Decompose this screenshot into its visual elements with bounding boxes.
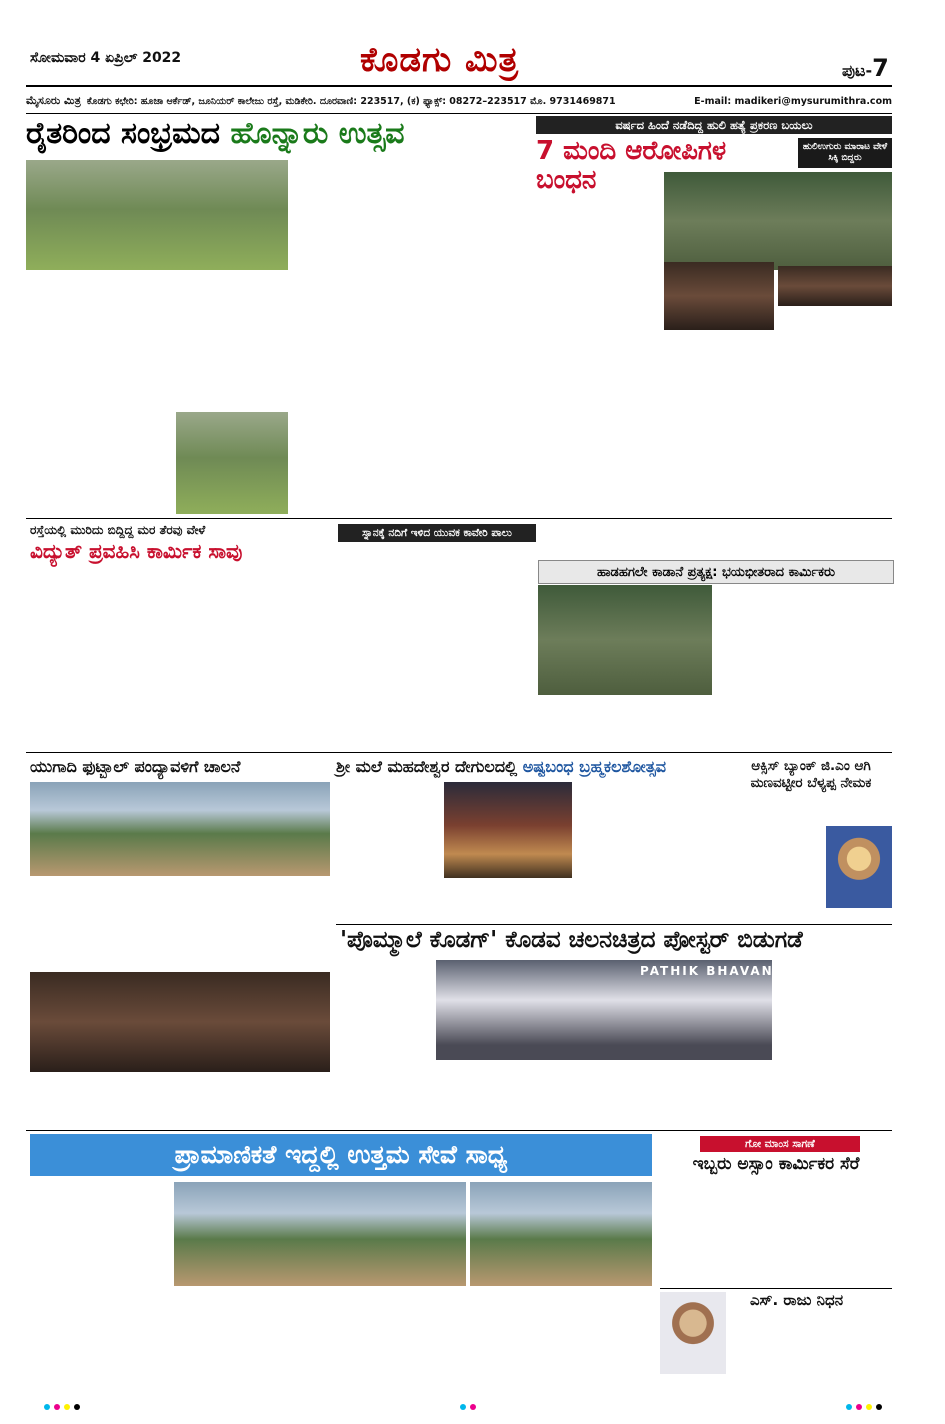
- police-parade-photo-1: [174, 1182, 466, 1286]
- bank-gm-photo: [826, 826, 892, 908]
- arrest-kicker: ವರ್ಷದ ಹಿಂದೆ ನಡೆದಿದ್ದ ಹುಲಿ ಹತ್ಯೆ ಪ್ರಕರಣ ಬಯಲು: [536, 116, 892, 134]
- football-photo: [30, 782, 330, 876]
- huttari-headline: ರೈತರಿಂದ ಸಂಭ್ರಮದ ಹೊನ್ನಾರು ಉತ್ಸವ: [26, 116, 405, 151]
- tree-fall-headline: ವಿದ್ಯುತ್ ಪ್ರವಹಿಸಿ ಕಾರ್ಮಿಕ ಸಾವು: [30, 539, 243, 563]
- huttari-photo: [26, 160, 288, 270]
- elephant-headline: ಹಾಡಹಗಲೇ ಕಾಡಾನೆ ಪ್ರತ್ಯಕ್ಷ: ಭಯಭೀತರಾದ ಕಾರ್ಮಿಕರು: [538, 560, 894, 584]
- reg-mark-magenta-3: [856, 1404, 862, 1410]
- obit-rule: [660, 1288, 892, 1289]
- honesty-text-col-1: [30, 1182, 170, 1382]
- temple-text-col-1: [336, 782, 440, 922]
- reg-mark-cyan-2: [460, 1404, 466, 1410]
- arrest-headline: 7 ಮಂದಿ ಆರೋಪಿಗಳ ಬಂಧನ: [536, 136, 727, 195]
- header-rule: [26, 85, 892, 87]
- honesty-text-col-3: [322, 1290, 466, 1382]
- page-number: ಪುಟ-7: [842, 54, 889, 82]
- reg-mark-magenta: [54, 1404, 60, 1410]
- football-text: [30, 880, 330, 966]
- ugadi-caption: [30, 1076, 330, 1126]
- info-brand: ಮೈಸೂರು ಮಿತ್ರ: [26, 94, 81, 107]
- masthead-title: ಕೊಡಗು ಮಿತ್ರ: [360, 40, 520, 80]
- drowning-text: [338, 548, 534, 748]
- obit-photo: [660, 1292, 726, 1374]
- elephant-text: [716, 585, 892, 745]
- issue-date: ಸೋಮವಾರ 4 ಏಪ್ರಿಲ್ 2022: [30, 50, 182, 66]
- beef-text-col-2: [776, 1180, 892, 1286]
- poster-text-bottom: [436, 1064, 772, 1126]
- ugadi-festival-photo: [30, 972, 330, 1072]
- honesty-text-col-2: [174, 1290, 318, 1382]
- reg-mark-black-3: [876, 1404, 882, 1410]
- obit-text: [730, 1314, 892, 1384]
- elephant-photo: [538, 585, 712, 695]
- huttari-text-col-3: [292, 160, 408, 516]
- huttari-crowd-photo: [176, 412, 288, 514]
- bank-headline: ಆಕ್ಸಿಸ್ ಬ್ಯಾಂಕ್ ಜಿ.ಎಂ ಆಗಿ ಮಣವಟ್ಟೀರ ಬೆಳ್ಯಪ್ಪ ನೇಮಕ: [750, 758, 872, 791]
- tree-fall-text-col-1: [30, 570, 178, 750]
- tiger-claws-photo: [664, 262, 774, 330]
- honesty-text-col-4: [470, 1290, 652, 1382]
- beef-text-col-1: [660, 1180, 772, 1286]
- reg-mark-magenta-2: [470, 1404, 476, 1410]
- reg-mark-yellow: [64, 1404, 70, 1410]
- row-rule-4: [26, 1130, 892, 1131]
- arrest-group-photo: [664, 172, 892, 270]
- tree-fall-kicker: ರಸ್ತೆಯಲ್ಲಿ ಮುರಿದು ಬಿದ್ದಿದ್ದ ಮರ ತೆರವು ವೇಳೆ: [30, 523, 206, 537]
- honesty-headline: ಪ್ರಾಮಾಣಿಕತೆ ಇದ್ದಲ್ಲಿ ಉತ್ತಮ ಸೇವೆ ಸಾಧ್ಯ: [30, 1134, 652, 1176]
- tiger-parts-photo: [778, 266, 892, 306]
- temple-text-col-2: [576, 782, 720, 922]
- football-headline: ಯುಗಾದಿ ಫುಟ್ಬಾಲ್ ಪಂದ್ಯಾವಳಿಗೆ ಚಾಲನೆ: [30, 757, 241, 776]
- poster-text-col-2: [776, 958, 892, 1126]
- drowning-headline: ಸ್ನಾನಕ್ಕೆ ನದಿಗೆ ಇಳಿದ ಯುವಕ ಕಾವೇರಿ ಪಾಲು: [338, 524, 536, 542]
- bank-text: [730, 826, 822, 922]
- temple-photo: [444, 782, 572, 878]
- arrest-side-label: ಹುಲಿಉಗುರು ಮಾರಾಟ ವೇಳೆ ಸಿಕ್ಕಿ ಬಿದ್ದರು: [798, 138, 892, 168]
- row-rule-1: [26, 518, 892, 519]
- reg-mark-black: [74, 1404, 80, 1410]
- poster-headline: 'ಪೊಮ್ಮಾಲೆ ಕೊಡಗ್' ಕೊಡವ ಚಲನಚಿತ್ರದ ಪೋಸ್ಟರ್ ಬಿಡುಗಡೆ: [340, 927, 803, 953]
- elephant-text-2: [538, 700, 712, 746]
- reg-mark-cyan-3: [846, 1404, 852, 1410]
- info-email: E-mail: madikeri@mysurumithra.com: [694, 95, 892, 107]
- info-address: ಕೊಡಗು ಕಛೇರಿ: ಹೂಜಾ ಆರ್ಕೆಡ್, ಜೂನಿಯರ್ ಕಾಲೇಜು ರಸ್ತೆ, ಮಡಿಕೇರಿ. ದೂರವಾಣಿ: 223517, (ಕ) ಫ್ಯಾಕ್ಸ್: 08272–223517 ಮೊ. 9731469871: [86, 95, 616, 107]
- police-parade-photo-2: [470, 1182, 652, 1286]
- huttari-text-col-4: [412, 160, 532, 516]
- poster-banner-text: PATHIK BHAVAN: [640, 964, 774, 978]
- reg-mark-yellow-3: [866, 1404, 872, 1410]
- tree-fall-text-col-2: [182, 570, 332, 750]
- reg-mark-cyan: [44, 1404, 50, 1410]
- arrest-text-col-1: [536, 172, 660, 512]
- row-rule-2: [26, 752, 892, 753]
- contact-info-bar: [26, 91, 892, 111]
- beef-headline: ಇಬ್ಬರು ಅಸ್ಸಾಂ ಕಾರ್ಮಿಕರ ಸೆರೆ: [692, 1154, 860, 1174]
- arrest-text-col-3: [778, 310, 892, 510]
- obit-headline: ಎಸ್. ರಾಜು ನಿಧನ: [750, 1291, 844, 1309]
- temple-headline: ಶ್ರೀ ಮಲೆ ಮಹದೇಶ್ವರ ದೇಗುಲದಲ್ಲಿ ಅಷ್ಟಬಂಧ ಬ್ರಹ್ಮಕಲಶೋತ್ಸವ: [336, 757, 667, 776]
- info-bar-rule: [26, 113, 892, 114]
- poster-text-col-1: [336, 958, 432, 1126]
- row-rule-3: [336, 924, 892, 925]
- huttari-text-col-1: [26, 273, 154, 516]
- beef-kicker: ಗೋ ಮಾಂಸ ಸಾಗಣೆ: [700, 1136, 860, 1152]
